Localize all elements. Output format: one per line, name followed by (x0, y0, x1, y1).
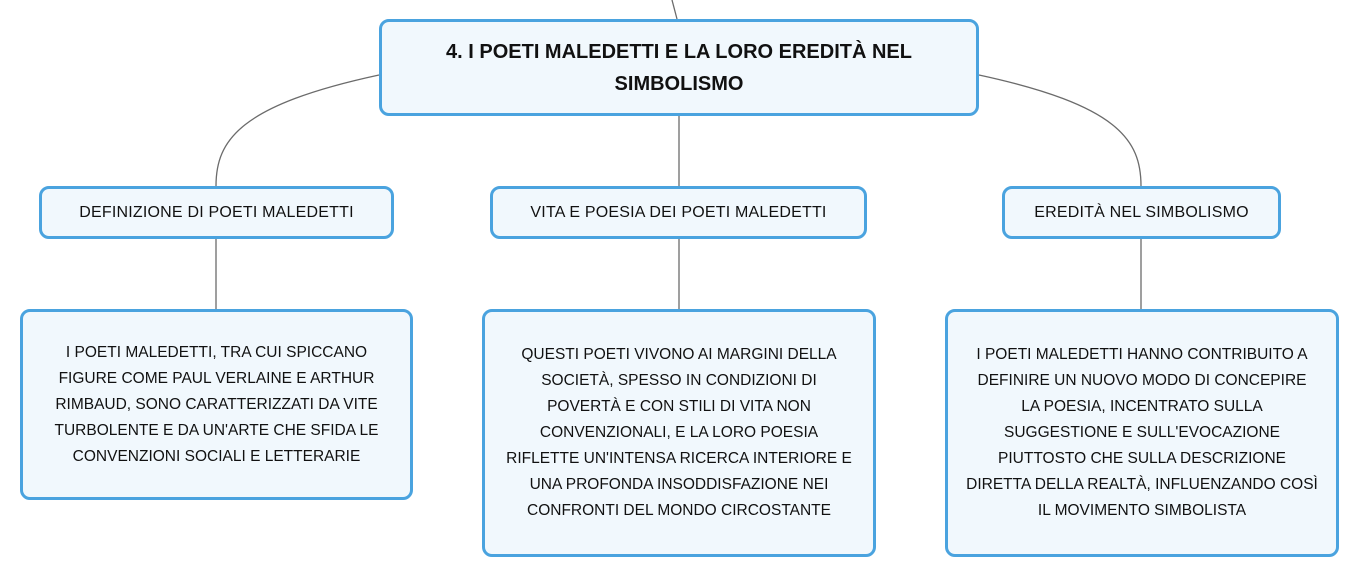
detail-vita-e-poesia[interactable] (482, 309, 876, 557)
connector-root-to-branch-3 (979, 75, 1141, 186)
root-topic-title: 4. I POETI MALEDETTI E LA LORO EREDITÀ NEL SIMBOLISMO (446, 40, 912, 95)
branch-eredita[interactable] (1002, 186, 1281, 239)
branch-label: EREDITÀ NEL SIMBOLISMO (1034, 203, 1249, 221)
detail-text: I POETI MALEDETTI HANNO CONTRIBUITO A DEFINIRE UN NUOVO MODO DI CONCEPIRE LA POESIA, INCENTRATO SULLA SUGGESTIONE E SULL'EVOCAZIONE PIUTTOSTO CHE SULLA DESCRIZIONE DIRETTA DELLA REALTÀ, INFLUENZANDO COSÌ IL MOVIMENTO SIMBOLISTA (966, 346, 1318, 519)
connector-parent-to-root (672, 0, 677, 19)
branch-label: VITA E POESIA DEI POETI MALEDETTI (530, 203, 827, 221)
detail-text: I POETI MALEDETTI, TRA CUI SPICCANO FIGURE COME PAUL VERLAINE E ARTHUR RIMBAUD, SONO CARATTERIZZATI DA VITE TURBOLENTE E DA UN'ARTE CHE SFIDA LE CONVENZIONI SOCIALI E LETTERARIE (54, 343, 379, 465)
branch-vita-e-poesia[interactable] (490, 186, 867, 239)
branch-label: DEFINIZIONE DI POETI MALEDETTI (79, 203, 354, 221)
connector-root-to-branch-1 (216, 75, 379, 186)
detail-text: QUESTI POETI VIVONO AI MARGINI DELLA SOCIETÀ, SPESSO IN CONDIZIONI DI POVERTÀ E CON STILI DI VITA NON CONVENZIONALI, E LA LORO POESIA RIFLETTE UN'INTENSA RICERCA INTERIORE E UNA PROFONDA INSODDISFAZIONE NEI CONFRONTI DEL MONDO CIRCOSTANTE (506, 346, 852, 519)
root-topic[interactable] (379, 19, 979, 116)
detail-definizione[interactable] (20, 309, 413, 500)
detail-eredita[interactable] (945, 309, 1339, 557)
branch-definizione[interactable] (39, 186, 394, 239)
